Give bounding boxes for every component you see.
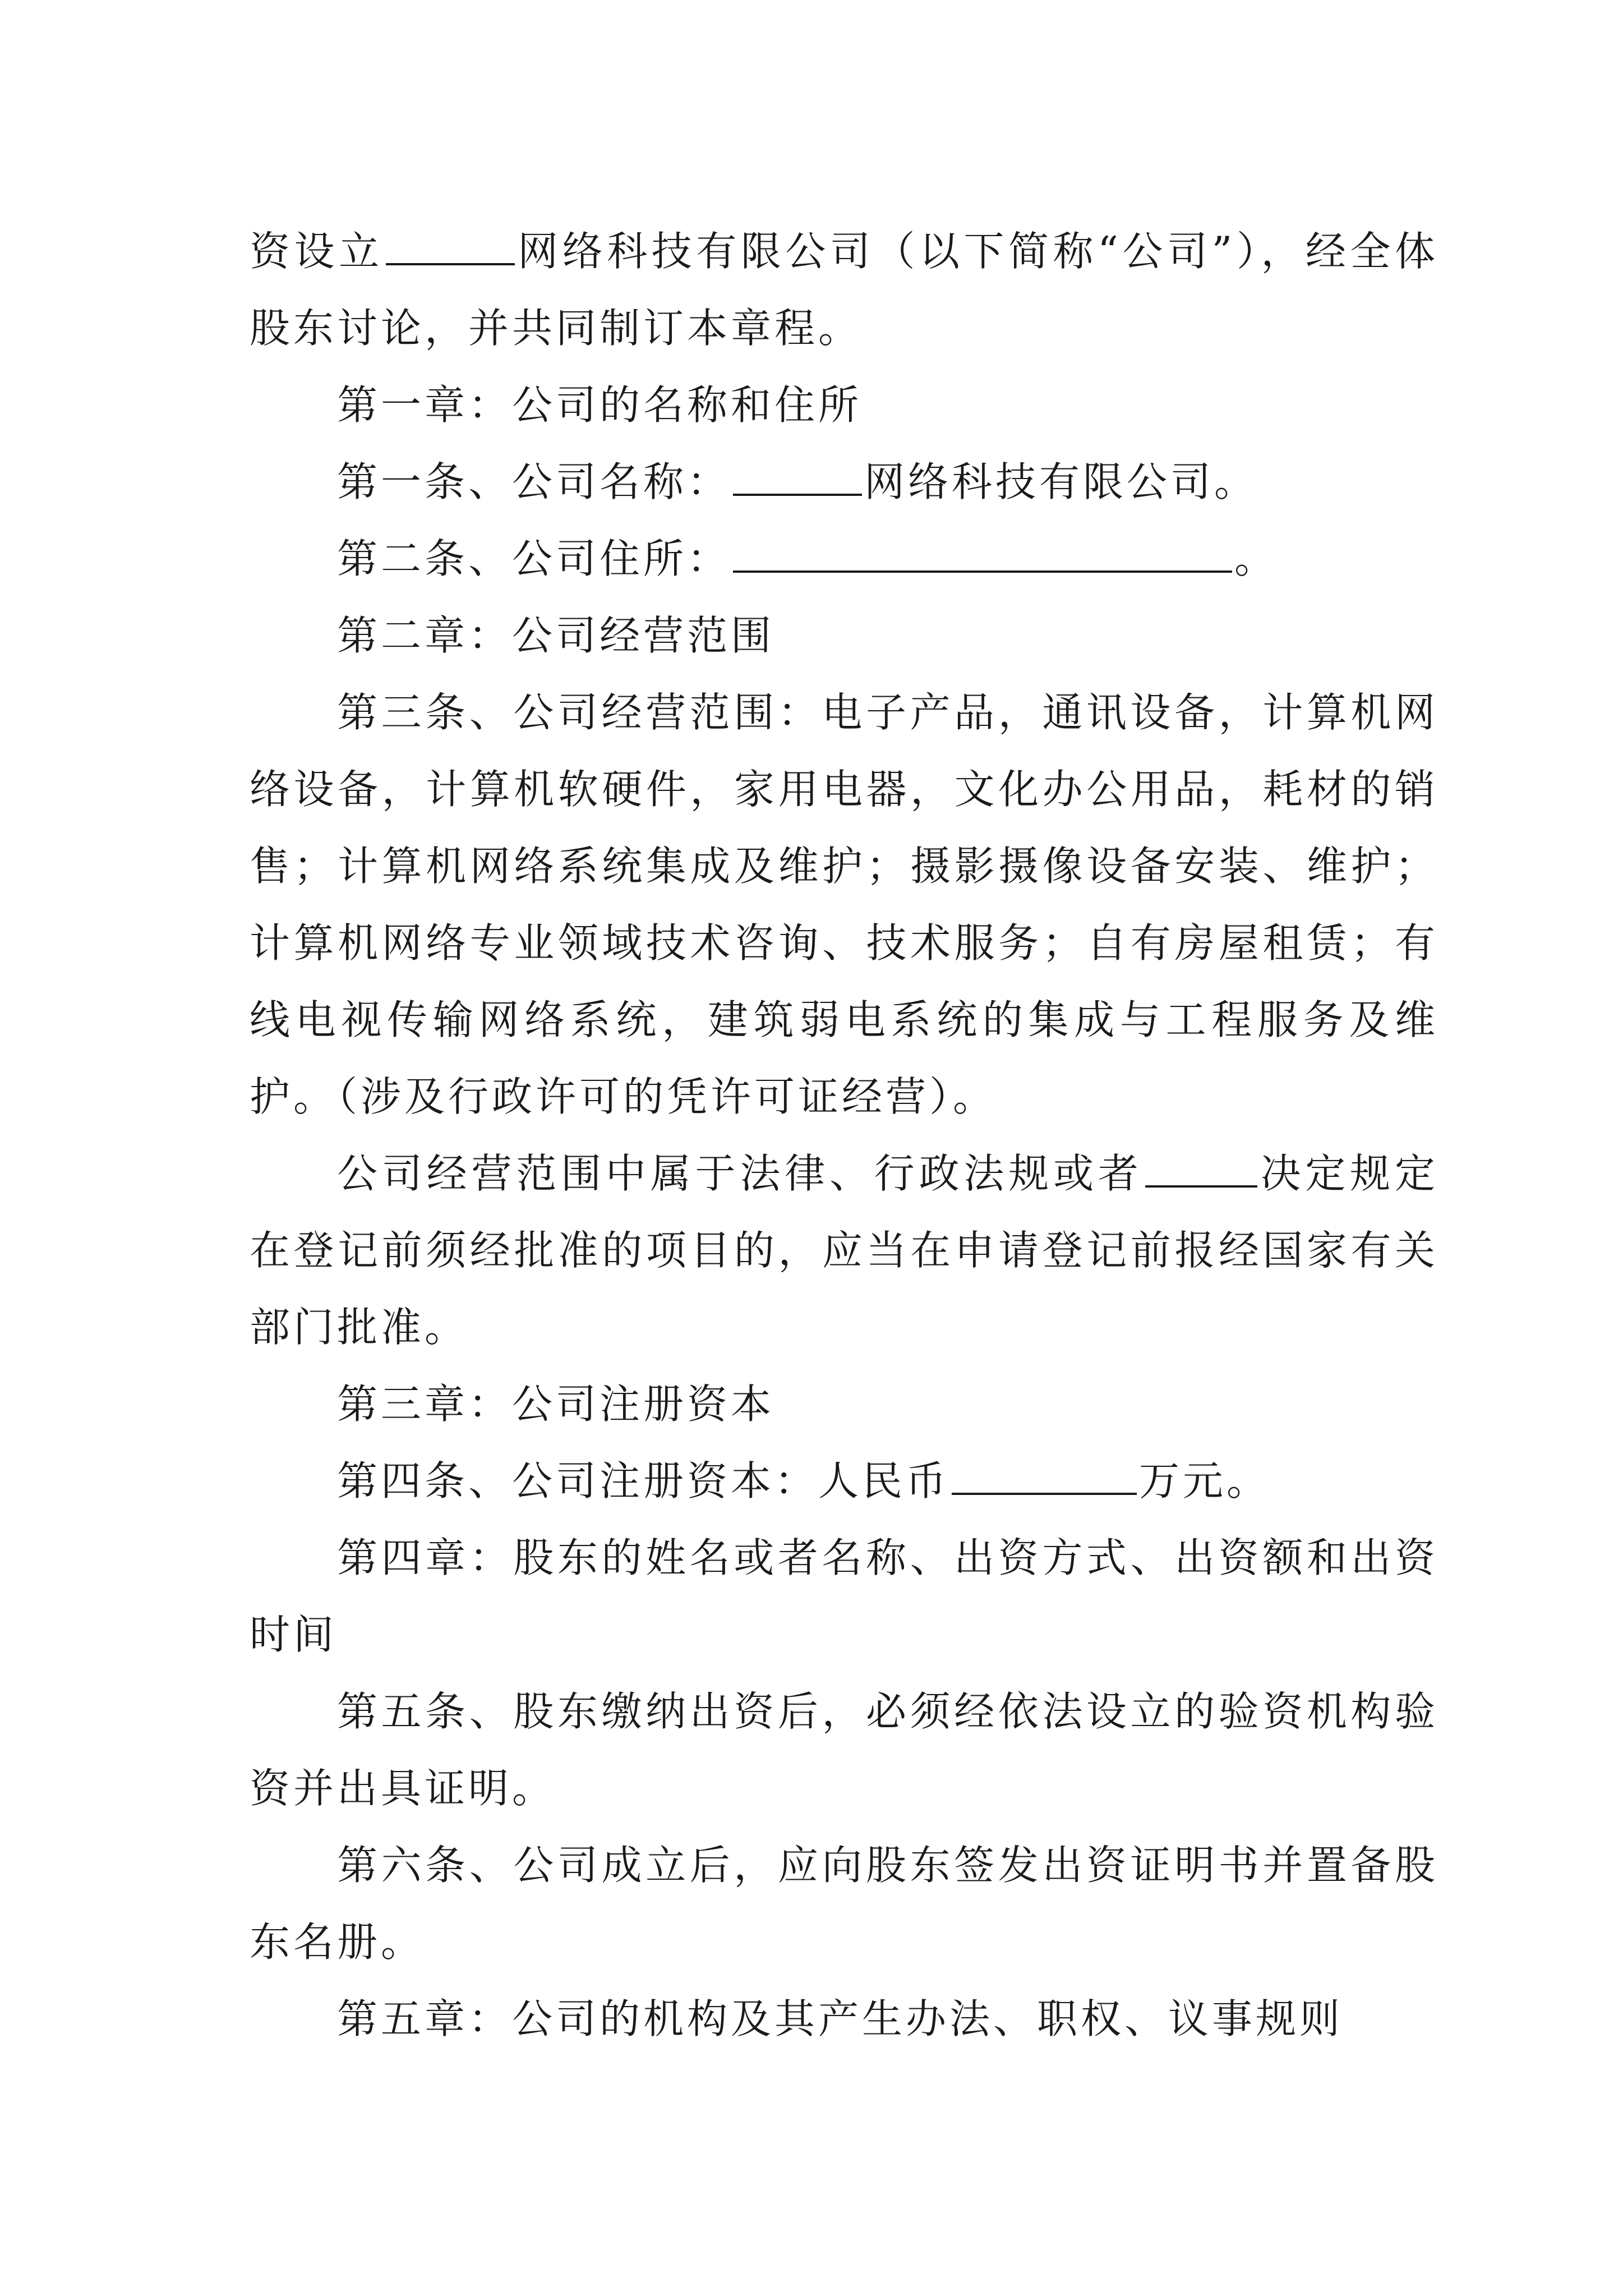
chapter-5-heading: 第五章：公司的机构及其产生办法、职权、议事规则 [337, 1995, 1344, 2042]
article-4 [250, 1443, 1438, 1520]
article-1-text-after: 网络科技有限公司。 [864, 458, 1258, 505]
business-scope-note-after: 决定规定在登记前须经批准的项目的，应当在申请登记前报经国家有关部门批准。 [250, 1150, 1438, 1351]
preamble-text-before: 资设立 [250, 228, 384, 275]
company-address-blank [733, 537, 1232, 573]
article-2-text-after: 。 [1234, 535, 1279, 582]
article-6: 第六条、公司成立后，应向股东签发出资证明书并置备股东名册。 [250, 1842, 1438, 1966]
article-2-text-before: 第二条、公司住所： [337, 535, 731, 582]
registered-capital-blank [952, 1459, 1137, 1495]
article-5: 第五条、股东缴纳出资后，必须经依法设立的验资机构验资并出具证明。 [250, 1688, 1438, 1812]
article-4-text-before: 第四条、公司注册资本：人民币 [337, 1457, 950, 1504]
article-1 [250, 444, 1438, 521]
chapter-1-heading: 第一章：公司的名称和住所 [337, 381, 863, 429]
paragraph-preamble [250, 213, 1438, 367]
business-scope-note [250, 1135, 1438, 1366]
authority-blank [1145, 1152, 1257, 1188]
business-scope-note-before: 公司经营范围中属于法律、行政法规或者 [337, 1150, 1143, 1197]
chapter-3-heading: 第三章：公司注册资本 [337, 1381, 775, 1428]
company-name-blank [386, 229, 515, 265]
article-4-text-after: 万元。 [1139, 1457, 1271, 1504]
preamble-text-after: 网络科技有限公司（以下简称“公司”），经全体股东讨论，并共同制订本章程。 [250, 228, 1438, 352]
article-1-text-before: 第一条、公司名称： [337, 458, 731, 505]
document-body [250, 213, 1438, 2058]
chapter-4-heading: 第四章：股东的姓名或者名称、出资方式、出资额和出资时间 [250, 1534, 1438, 1658]
chapter-2-heading: 第二章：公司经营范围 [337, 612, 775, 659]
article-2 [250, 521, 1438, 597]
article-3: 第三条、公司经营范围：电子产品，通讯设备，计算机网络设备，计算机软硬件，家用电器，文化办公用品，耗材的销售；计算机网络系统集成及维护；摄影摄像设备安装、维护；计算机网络专业领域技术咨询、技术服务；自有房屋租赁；有线电视传输网络系统，建筑弱电系统的集成与工程服务及维护。（涉及行政许可的凭许可证经营）。 [250, 689, 1438, 1120]
company-name-blank [733, 460, 862, 496]
